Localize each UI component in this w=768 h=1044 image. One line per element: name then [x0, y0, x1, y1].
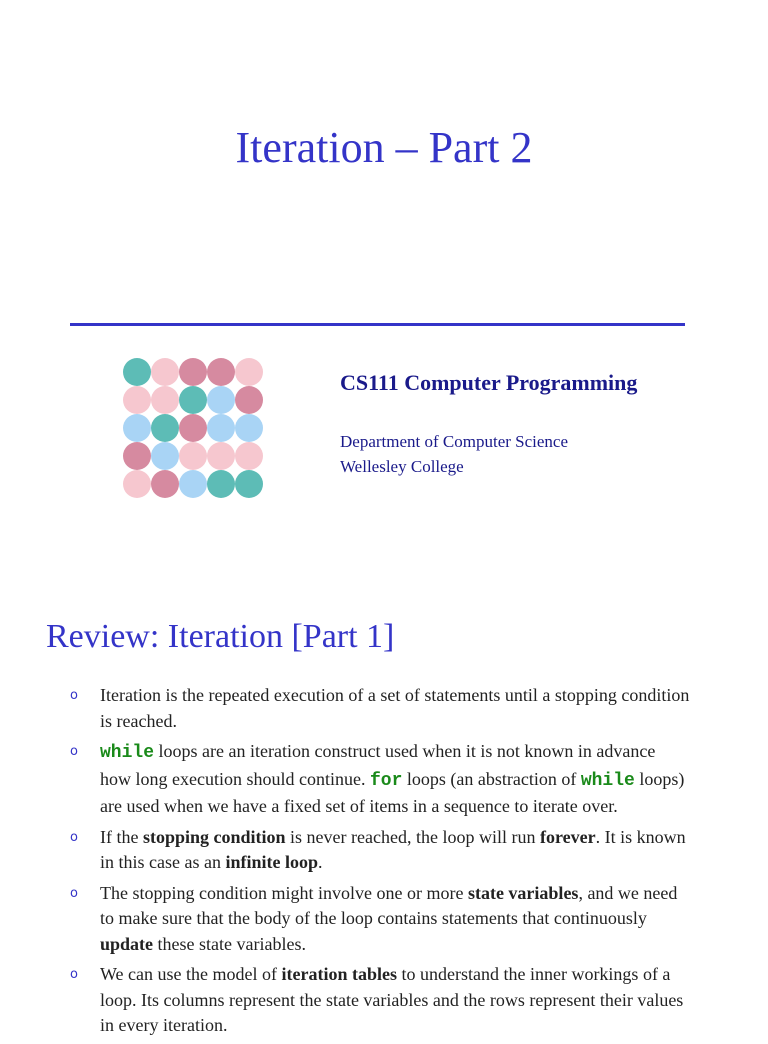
- review-bullet: [70, 962, 690, 1039]
- bullet-text: .: [317, 852, 323, 872]
- dot-blue: [207, 414, 235, 442]
- bold-term: infinite loop: [225, 852, 318, 872]
- bullet-text: The stopping condition might involve one or more: [100, 882, 468, 903]
- bullet-text: loops) are used when we have a fixed set of items in a sequence to iterate over.: [100, 768, 685, 816]
- dot-teal: [123, 358, 151, 386]
- dot-pink: [151, 358, 179, 386]
- slide-title: Iteration – Part 2: [235, 123, 533, 172]
- bullet-text: . It is known in this case as an: [100, 826, 686, 872]
- dot-blue: [207, 386, 235, 414]
- code-keyword: while: [580, 770, 635, 791]
- dot-mauve: [123, 442, 151, 470]
- dot-pink: [207, 442, 235, 470]
- dot-pink: [123, 470, 151, 498]
- bullet-text: , and we need to make sure that the body of the loop contains statements that continuously: [100, 882, 678, 928]
- code-keyword: for: [369, 770, 403, 791]
- dot-pink: [179, 442, 207, 470]
- dot-teal: [179, 386, 207, 414]
- bullet-text: If the: [100, 826, 143, 847]
- review-bullet: [70, 739, 690, 820]
- dot-mauve: [235, 386, 263, 414]
- dot-grid-logo: [123, 358, 265, 500]
- bullet-text: Iteration is the repeated execution of a set of statements until a stopping condition is reached.: [100, 685, 690, 731]
- bold-term: update: [100, 933, 154, 954]
- dot-teal: [151, 414, 179, 442]
- college-name: Wellesley College: [340, 457, 464, 476]
- dot-blue: [123, 414, 151, 442]
- bold-term: stopping condition: [142, 826, 286, 847]
- bullet-text: is never reached, the loop will run: [285, 826, 540, 847]
- bullet-marker: o: [70, 688, 78, 703]
- dot-pink: [235, 442, 263, 470]
- bullet-text: these state variables.: [153, 933, 306, 954]
- bullet-marker: o: [70, 967, 78, 982]
- dot-blue: [151, 442, 179, 470]
- dot-mauve: [151, 470, 179, 498]
- dot-pink: [151, 386, 179, 414]
- code-keyword: while: [100, 743, 155, 763]
- review-bullet: [70, 881, 690, 958]
- dot-pink: [235, 358, 263, 386]
- course-name: CS111 Computer Programming: [340, 370, 638, 395]
- bullet-text: loops (an abstraction of: [402, 768, 581, 789]
- dot-blue: [179, 470, 207, 498]
- title-divider: [70, 323, 685, 326]
- bullet-text: to understand the inner workings of a loop. Its columns represent the state variables and the rows represent their values in every iteration.: [100, 964, 684, 1035]
- bullet-marker: o: [70, 744, 78, 759]
- dot-teal: [235, 470, 263, 498]
- bold-term: iteration tables: [281, 964, 397, 984]
- review-title: Review: Iteration [Part 1]: [46, 618, 395, 655]
- dot-mauve: [179, 358, 207, 386]
- dot-mauve: [207, 358, 235, 386]
- bullet-text: We can use the model of: [100, 964, 282, 984]
- dot-teal: [207, 470, 235, 498]
- bullet-text: loops are an iteration construct used when it is not known in advance how long execution should continue.: [100, 741, 656, 789]
- review-bullet: [70, 825, 690, 876]
- dot-pink: [123, 386, 151, 414]
- department-name: Department of Computer Science: [340, 432, 569, 451]
- bullet-marker: o: [70, 829, 78, 845]
- review-bullet-list: [70, 683, 690, 1044]
- bullet-marker: o: [70, 885, 78, 901]
- review-bullet: [70, 683, 690, 734]
- dot-mauve: [179, 414, 207, 442]
- dot-blue: [235, 414, 263, 442]
- bold-term: forever: [539, 826, 596, 847]
- bold-term: state variables: [467, 882, 579, 903]
